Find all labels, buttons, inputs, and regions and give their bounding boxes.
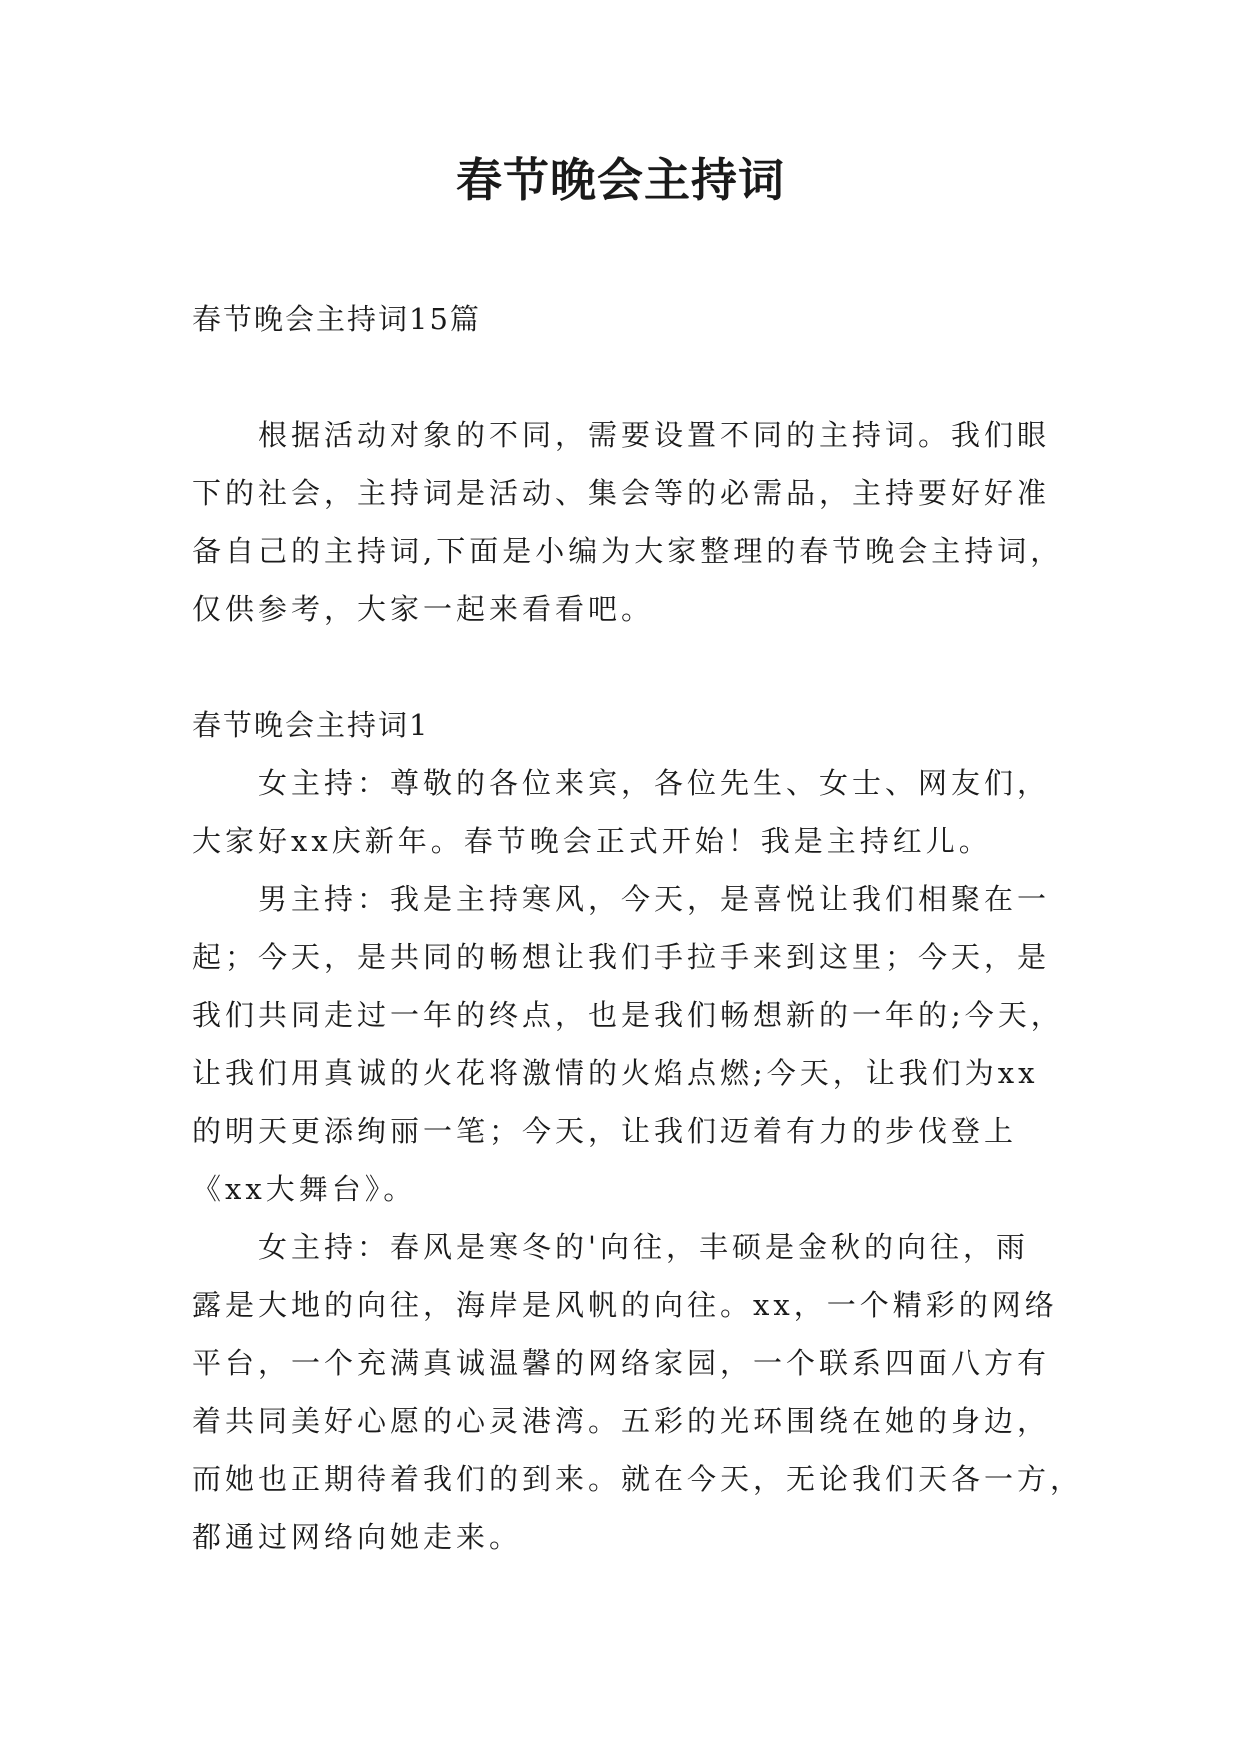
host-paragraph-male — [192, 870, 1062, 1218]
paragraph-line: 男主持：我是主持寒风，今天，是喜悦让我们相聚在一 — [258, 882, 1051, 916]
intro-line: 备自己的主持词,下面是小编为大家整理的春节晚会主持词， — [192, 534, 1064, 568]
host-paragraph-female — [192, 1218, 1084, 1566]
paragraph-line: 而她也正期待着我们的到来。就在今天，无论我们天各一方， — [192, 1462, 1084, 1496]
intro-line: 仅供参考，大家一起来看看吧。 — [192, 592, 655, 626]
paragraph-line: 起；今天，是共同的畅想让我们手拉手来到这里；今天，是 — [192, 940, 1051, 974]
section-heading: 春节晚会主持词1 — [192, 708, 430, 742]
document-title: 春节晚会主持词 — [456, 153, 785, 207]
paragraph-line: 女主持：尊敬的各位来宾，各位先生、女士、网友们， — [258, 766, 1051, 800]
paragraph-line: 都通过网络向她走来。 — [192, 1520, 523, 1554]
paragraph-line: 女主持：春风是寒冬的'向往，丰硕是金秋的向往，雨 — [258, 1230, 1029, 1264]
paragraph-line: 着共同美好心愿的心灵港湾。五彩的光环围绕在她的身边， — [192, 1404, 1051, 1438]
intro-line: 根据活动对象的不同，需要设置不同的主持词。我们眼 — [258, 418, 1051, 452]
intro-paragraph — [192, 406, 1062, 638]
paragraph-line: 我们共同走过一年的终点，也是我们畅想新的一年的;今天， — [192, 998, 1064, 1032]
intro-line: 下的社会，主持词是活动、集会等的必需品，主持要好好准 — [192, 476, 1051, 510]
document-subtitle: 春节晚会主持词15篇 — [192, 302, 481, 336]
paragraph-line: 的明天更添绚丽一笔；今天，让我们迈着有力的步伐登上 — [192, 1114, 1018, 1148]
document-body — [192, 290, 1084, 1566]
paragraph-line: 露是大地的向往，海岸是风帆的向往。xx，一个精彩的网络 — [192, 1288, 1058, 1322]
paragraph-line: 大家好xx庆新年。春节晚会正式开始！我是主持红儿。 — [192, 824, 992, 858]
host-paragraph-female-opening — [192, 754, 1062, 870]
paragraph-line: 让我们用真诚的火花将激情的火焰点燃;今天，让我们为xx — [192, 1056, 1039, 1090]
paragraph-line: 《xx大舞台》。 — [192, 1172, 417, 1206]
paragraph-line: 平台，一个充满真诚温馨的网络家园，一个联系四面八方有 — [192, 1346, 1051, 1380]
